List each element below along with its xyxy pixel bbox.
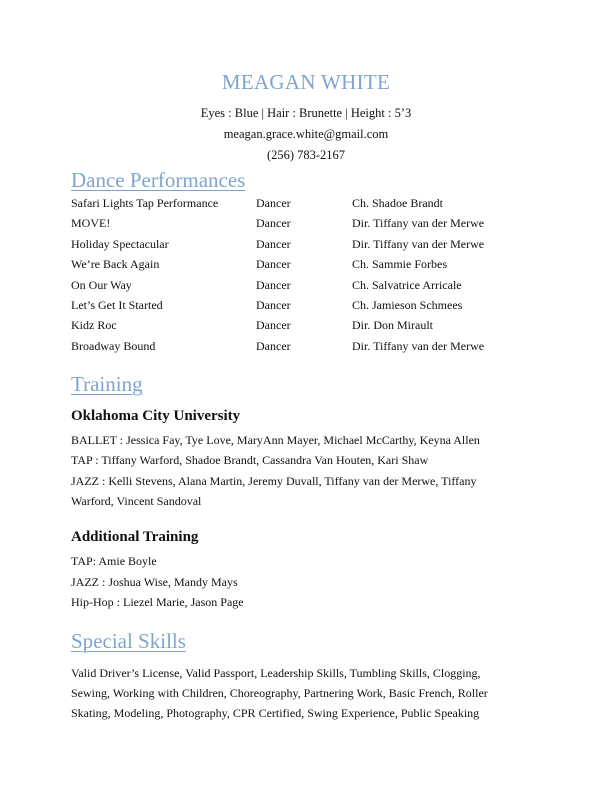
section-title-performances: Dance Performances xyxy=(71,168,246,192)
performance-role: Dancer xyxy=(256,196,291,210)
performance-row xyxy=(71,196,541,212)
performance-title: Kidz Roc xyxy=(71,318,117,332)
performance-title: We’re Back Again xyxy=(71,257,160,271)
performance-director: Ch. Salvatrice Arricale xyxy=(352,278,462,292)
training-university-heading: Oklahoma City University xyxy=(71,408,241,424)
additional-training-line: JAZZ : Joshua Wise, Mandy Mays xyxy=(71,575,238,589)
performance-role: Dancer xyxy=(256,278,291,292)
skills-line: Sewing, Working with Children, Choreography, Partnering Work, Basic French, Roller xyxy=(71,686,488,700)
performance-title: On Our Way xyxy=(71,278,132,292)
phone-number: (256) 783-2167 xyxy=(266,148,346,162)
training-line: Warford, Vincent Sandoval xyxy=(71,494,202,508)
performance-row xyxy=(71,298,541,314)
performance-director: Dir. Tiffany van der Merwe xyxy=(352,216,485,230)
performance-director: Ch. Sammie Forbes xyxy=(352,257,447,271)
performance-title: Broadway Bound xyxy=(71,339,156,353)
performance-director: Dir. Don Mirault xyxy=(352,318,433,332)
performance-row xyxy=(71,216,541,232)
performance-role: Dancer xyxy=(256,318,291,332)
performance-role: Dancer xyxy=(256,339,291,353)
performance-director: Ch. Jamieson Schmees xyxy=(352,298,463,312)
performance-director: Dir. Tiffany van der Merwe xyxy=(352,339,485,353)
additional-training-heading: Additional Training xyxy=(71,529,199,545)
training-line: TAP : Tiffany Warford, Shadoe Brandt, Cassandra Van Houten, Kari Shaw xyxy=(71,453,429,467)
performance-row xyxy=(71,339,541,355)
performance-role: Dancer xyxy=(256,257,291,271)
skills-line: Skating, Modeling, Photography, CPR Certified, Swing Experience, Public Speaking xyxy=(71,706,480,720)
performance-role: Dancer xyxy=(256,216,291,230)
resume-name: MEAGAN WHITE xyxy=(221,70,391,94)
performance-role: Dancer xyxy=(256,237,291,251)
physical-stats: Eyes : Blue | Hair : Brunette | Height : 5’3 xyxy=(200,106,412,120)
training-line: BALLET : Jessica Fay, Tye Love, MaryAnn Mayer, Michael McCarthy, Keyna Allen xyxy=(71,433,480,447)
performance-title: Holiday Spectacular xyxy=(71,237,169,251)
additional-training-line: TAP: Amie Boyle xyxy=(71,554,157,568)
performance-row xyxy=(71,237,541,253)
performance-title: Safari Lights Tap Performance xyxy=(71,196,219,210)
performance-title: Let’s Get It Started xyxy=(71,298,163,312)
performance-row xyxy=(71,318,541,334)
performance-director: Ch. Shadoe Brandt xyxy=(352,196,443,210)
section-title-training: Training xyxy=(71,372,143,396)
email-address: meagan.grace.white@gmail.com xyxy=(223,127,389,141)
performance-director: Dir. Tiffany van der Merwe xyxy=(352,237,485,251)
additional-training-line: Hip-Hop : Liezel Marie, Jason Page xyxy=(71,595,244,609)
skills-line: Valid Driver’s License, Valid Passport, Leadership Skills, Tumbling Skills, Clogging, xyxy=(71,666,481,680)
performance-title: MOVE! xyxy=(71,216,111,230)
section-title-skills: Special Skills xyxy=(71,629,186,653)
performance-row xyxy=(71,278,541,294)
performance-role: Dancer xyxy=(256,298,291,312)
performance-row xyxy=(71,257,541,273)
training-line: JAZZ : Kelli Stevens, Alana Martin, Jeremy Duvall, Tiffany van der Merwe, Tiffany xyxy=(71,474,477,488)
